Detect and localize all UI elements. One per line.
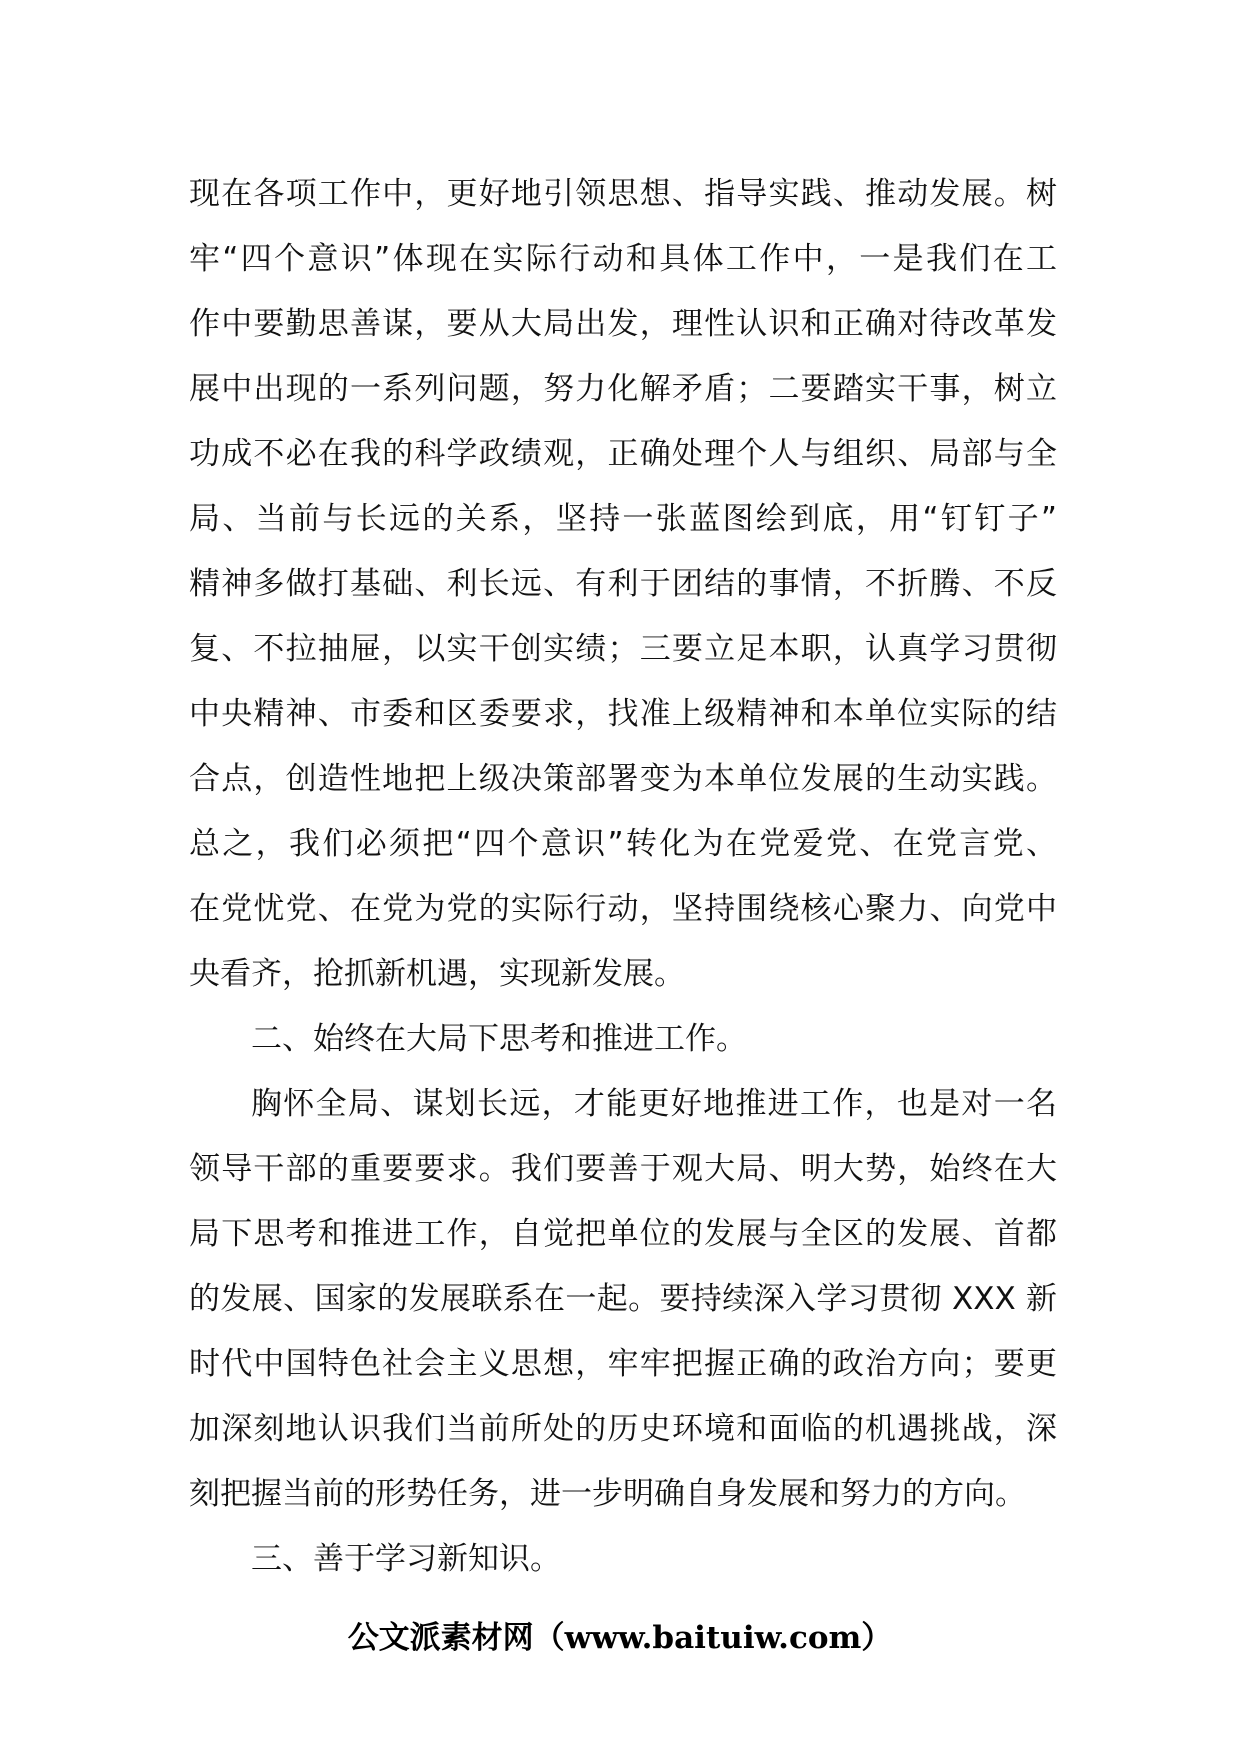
text-line: 局下思考和推进工作，自觉把单位的发展与全区的发展、首都 [189,1216,1057,1252]
text-line: 现在各项工作中，更好地引领思想、指导实践、推动发展。树 [189,176,1057,212]
text-line: 复、不拉抽屉，以实干创实绩；三要立足本职，认真学习贯彻 [189,631,1057,667]
section-heading-2: 二、始终在大局下思考和推进工作。 [251,1021,747,1057]
text-line: 央看齐，抢抓新机遇，实现新发展。 [189,956,685,992]
text-line: 的发展、国家的发展联系在一起。要持续深入学习贯彻 XXX 新 [189,1281,1057,1317]
text-line: 功成不必在我的科学政绩观，正确处理个人与组织、局部与全 [189,436,1057,472]
text-line: 作中要勤思善谋，要从大局出发，理性认识和正确对待改革发 [189,306,1057,342]
paragraph-2 [189,1072,1057,1527]
text-line: 刻把握当前的形势任务，进一步明确自身发展和努力的方向。 [189,1476,1026,1512]
text-line: 牢“四个意识”体现在实际行动和具体工作中，一是我们在工 [189,241,1057,277]
text-line: 精神多做打基础、利长远、有利于团结的事情，不折腾、不反 [189,566,1057,602]
paragraph-1 [189,162,1057,1007]
footer-watermark: 公文派素材网（www.baituiw.com） [347,1620,893,1656]
text-line: 合点，创造性地把上级决策部署变为本单位发展的生动实践。 [189,761,1057,797]
text-line: 加深刻地认识我们当前所处的历史环境和面临的机遇挑战，深 [189,1411,1057,1447]
text-line: 时代中国特色社会主义思想，牢牢把握正确的政治方向；要更 [189,1346,1057,1382]
text-line: 领导干部的重要要求。我们要善于观大局、明大势，始终在大 [189,1151,1057,1187]
text-line: 中央精神、市委和区委要求，找准上级精神和本单位实际的结 [189,696,1057,732]
document-body [189,162,1057,1592]
text-line: 展中出现的一系列问题，努力化解矛盾；二要踏实干事，树立 [189,371,1057,407]
text-line: 胸怀全局、谋划长远，才能更好地推进工作，也是对一名 [251,1086,1057,1122]
text-line: 总之，我们必须把“四个意识”转化为在党爱党、在党言党、 [189,826,1057,862]
text-line: 在党忧党、在党为党的实际行动，坚持围绕核心聚力、向党中 [189,891,1057,927]
section-heading-3: 三、善于学习新知识。 [251,1541,561,1577]
text-line: 局、当前与长远的关系，坚持一张蓝图绘到底，用“钉钉子” [189,501,1057,537]
